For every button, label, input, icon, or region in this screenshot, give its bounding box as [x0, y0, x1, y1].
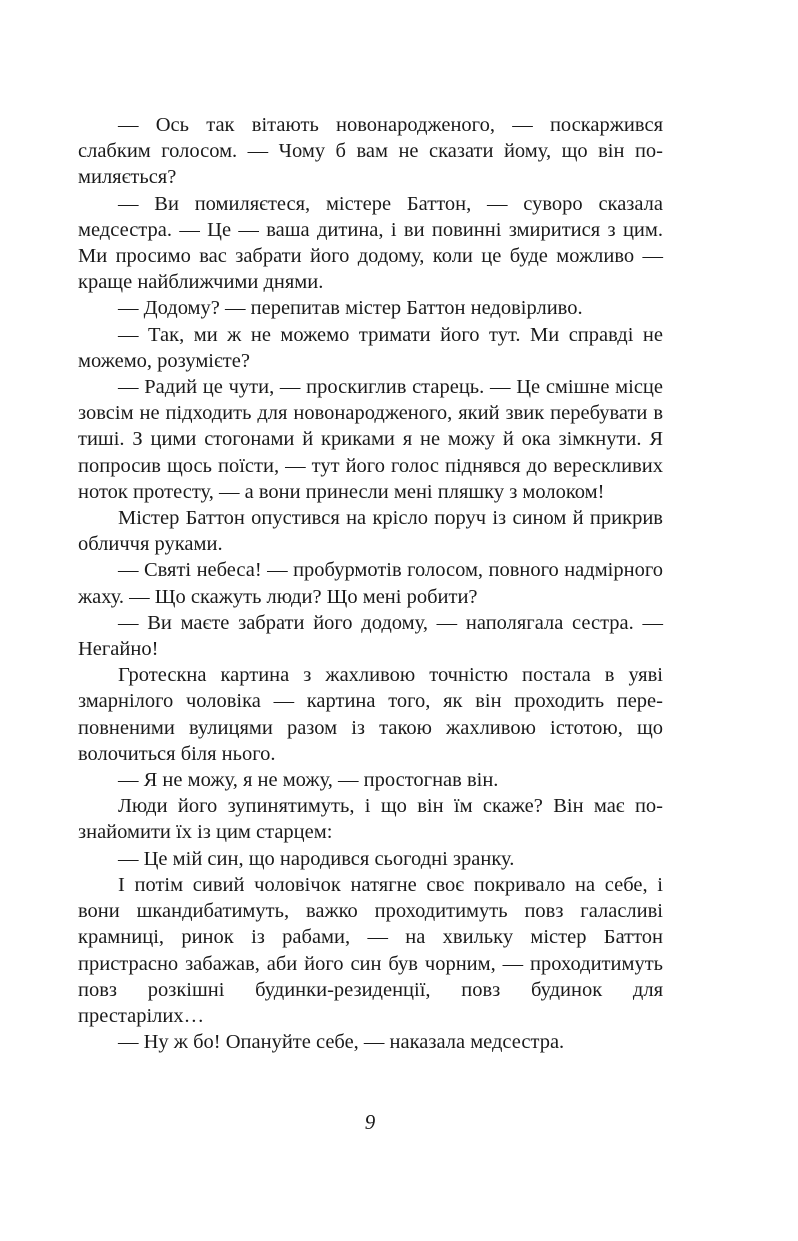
paragraph: — Ось так вітають новонародженого, — поскаржився слабким голосом. — Чому б вам не сказати йому, що він помиляється?: [78, 114, 663, 189]
paragraph: І потім сивий чоловічок натягне своє покривало на себе, і вони шкандибатимуть, важко проходитимуть повз галасливі крамниці, ринок із рабами, — на хвильку містер Баттон пристрасно забажав, аби його син був чорним, — проходитимуть повз розкішні будинки-резиденції, повз будинок для престарілих…: [78, 873, 663, 1027]
paragraph: — Це мій син, що народився сьогодні зранку.: [118, 847, 515, 870]
page-number: 9: [364, 1110, 376, 1134]
paragraph: Гротескна картина з жахливою точністю постала в уяві змарнілого чоловіка — картина того, як він проходить переповненими вулицями разом із такою жахливою істотою, що волочиться біля нього.: [78, 664, 663, 765]
paragraph: — Так, ми ж не можемо тримати його тут. Ми справді не можемо, розумієте?: [78, 323, 663, 372]
paragraph: — Ви маєте забрати його додому, — наполягала сестра. — Негайно!: [78, 611, 663, 661]
paragraph: — Ви помиляєтеся, містере Баттон, — суворо сказала медсестра. — Це — ваша дитина, і ви повинні змиритися з цим. Ми просимо вас забрати його додому, коли це буде можливо — краще найближчими днями.: [78, 192, 663, 294]
paragraph: — Додому? — перепитав містер Баттон недовірливо.: [118, 297, 583, 320]
paragraph: Містер Баттон опустився на крісло поруч із сином й прикрив обличчя руками.: [78, 507, 663, 556]
paragraph: — Я не можу, я не можу, — простогнав він.: [118, 769, 499, 792]
paragraph: — Радий це чути, — проскиглив старець. — Це смішне місце зовсім не підходить для новонародженого, який звик перебувати в тиші. З цими стогонами й криками я не можу й ока зімкнути. Я попросив щось поїсти, — тут його голос піднявся до верескливих ноток протесту, — а вони принесли мені пляшку з молоком!: [78, 376, 663, 503]
page-text-block: [78, 112, 663, 1055]
paragraph: Люди його зупинятимуть, і що він їм скаже? Він має познайомити їх із цим старцем:: [78, 795, 663, 844]
paragraph: — Святі небеса! — пробурмотів голосом, повного надмірного жаху. — Що скажуть люди? Що мені робити?: [78, 559, 663, 608]
paragraph: — Ну ж бо! Опануйте себе, — наказала медсестра.: [118, 1031, 565, 1054]
